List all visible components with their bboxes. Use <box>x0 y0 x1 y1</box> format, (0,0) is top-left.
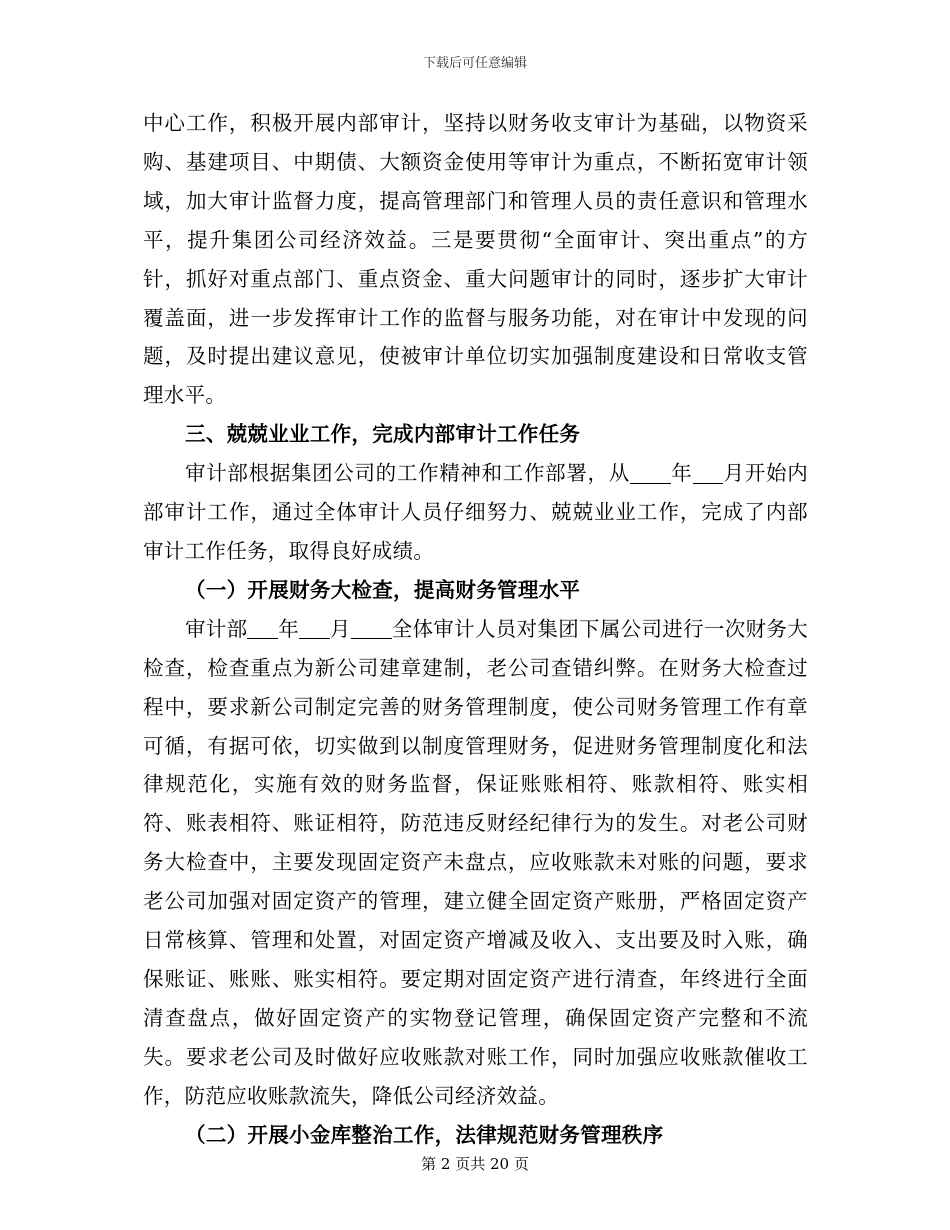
section-heading-3: 三、兢兢业业工作，完成内部审计工作任务 <box>185 422 581 447</box>
paragraph-text: 月 <box>329 616 351 641</box>
subsection-heading-2: （二）开展小金库整治工作，法律规范财务管理秩序 <box>185 1122 664 1147</box>
paragraph-text: 审计部根据集团公司的工作精神和工作部署，从 <box>185 461 630 486</box>
paragraph-text: 审计部 <box>185 616 248 641</box>
paragraph-section-intro <box>143 454 808 571</box>
page-header-note: 下载后可任意编辑 <box>422 56 527 71</box>
paragraph-text: 全体审计人员对集团下属公司进行一次财务大检查，检查重点为新公司建章建制，老公司查错纠弊。在财务大检查过程中，要求新公司制定完善的财务管理制度，使公司财务管理工作有章可循，有据可依，切实做到以制度管理财务，促进财务管理制度化和法律规范化，实施有效的财务监督，保证账账相符、账款相符、账实相符、账表相符、账证相符，防范违反财经纪律行为的发生。对老公司财务大检查中，主要发现固定资产未盘点，应收账款未对账的问题，要求老公司加强对固定资产的管理，建立健全固定资产账册，严格固定资产日常核算、管理和处置，对固定资产增减及收入、支出要及时入账，确保账证、账账、账实相符。要定期对固定资产进行清查，年终进行全面清查盘点，做好固定资产的实物登记管理，确保固定资产完整和不流失。要求老公司及时做好应收账款对账工作，同时加强应收账款催收工作，防范应收账款流失，降低公司经济效益。 <box>143 616 808 1108</box>
paragraph-continued: 中心工作，积极开展内部审计，坚持以财务收支审计为基础，以物资采购、基建项目、中期债、大额资金使用等审计为重点，不断拓宽审计领域，加大审计监督力度，提高管理部门和管理人员的责任意识和管理水平，提升集团公司经济效益。三是要贯彻“全面审计、突出重点”的方针，抓好对重点部门、重点资金、重大问题审计的同时，逐步扩大审计覆盖面，进一步发挥审计工作的监督与服务功能，对在审计中发现的问题，及时提出建议意见，使被审计单位切实加强制度建设和日常收支管理水平。 <box>143 111 808 408</box>
paragraph-text: 年 <box>670 461 693 486</box>
document-body <box>143 104 808 1154</box>
page-number-footer: 第 2 页共 20 页 <box>421 1155 529 1173</box>
paragraph-financial-inspection <box>143 610 808 1116</box>
blank-fill-line <box>693 461 724 484</box>
subsection-heading-1: （一）开展财务大检查，提高财务管理水平 <box>185 577 581 602</box>
blank-fill-line <box>247 617 278 640</box>
paragraph-text: 年 <box>278 616 300 641</box>
paragraph-text: 月开始内部审计工作，通过全体审计人员仔细努力、兢兢业业工作，完成了内部审计工作任务，取得良好成绩。 <box>143 461 808 563</box>
blank-fill-line <box>351 617 392 640</box>
blank-fill-line <box>299 617 330 640</box>
blank-fill-line <box>630 461 671 484</box>
